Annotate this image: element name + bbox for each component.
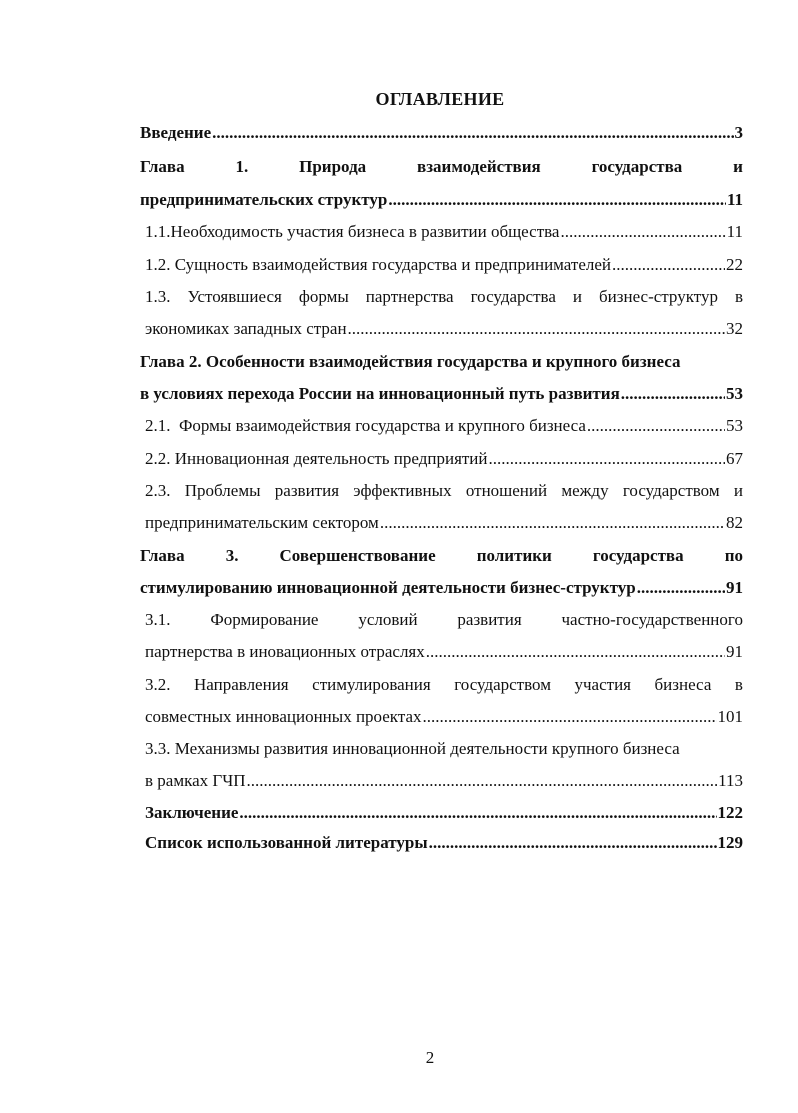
page-ref: 3 bbox=[734, 123, 743, 142]
toc-entry-section-3-2: 3.2. Направления стимулирования государством участия бизнеса в bbox=[145, 675, 743, 694]
dot-leader bbox=[212, 117, 733, 149]
page-ref: 91 bbox=[726, 578, 743, 597]
dot-leader bbox=[637, 572, 725, 604]
toc-entry-section-1-3-cont: экономиках западных стран ..... 32 bbox=[145, 313, 743, 345]
page-ref: 22 bbox=[726, 255, 743, 274]
toc-entry-section-3-3: 3.3. Механизмы развития инновационной деятельности крупного бизнеса bbox=[145, 739, 680, 758]
toc-entry-section-3-2-cont: совместных инновационных проектах ..... 101 bbox=[145, 701, 743, 733]
page-number: 2 bbox=[425, 1048, 435, 1067]
toc-entry-section-2-3-cont: предпринимательским сектором ..... 82 bbox=[145, 507, 743, 539]
toc-entry-section-2-2: 2.2. Инновационная деятельность предприятий ..... 67 bbox=[145, 443, 743, 475]
toc-entry-introduction: Введение ..... 3 bbox=[140, 117, 743, 149]
page-ref: 82 bbox=[726, 513, 743, 532]
toc-entry-chapter-2: Глава 2. Особенности взаимодействия государства и крупного бизнеса bbox=[140, 352, 681, 371]
toc-entry-references: Список использованной литературы ..... 129 bbox=[145, 827, 743, 859]
dot-leader bbox=[587, 410, 725, 442]
page-ref: 53 bbox=[726, 384, 743, 403]
toc-entry-section-3-3-cont: в рамках ГЧП ..... 113 bbox=[145, 765, 743, 797]
dot-leader bbox=[388, 184, 726, 216]
toc-entry-section-2-3: 2.3. Проблемы развития эффективных отношений между государством и bbox=[145, 481, 743, 500]
page-ref: 11 bbox=[726, 190, 743, 209]
dot-leader bbox=[426, 636, 725, 668]
toc-entry-chapter-1: Глава 1. Природа взаимодействия государства и bbox=[140, 157, 743, 176]
toc-entry-chapter-1-cont: предпринимательских структур ..... 11 bbox=[140, 184, 743, 216]
toc-entry-section-1-3: 1.3. Устоявшиеся формы партнерства государства и бизнес-структур в bbox=[145, 287, 743, 306]
page-ref: 11 bbox=[726, 222, 743, 241]
dot-leader bbox=[380, 507, 725, 539]
page-ref: 32 bbox=[726, 319, 743, 338]
toc-title: ОГЛАВЛЕНИЕ bbox=[375, 89, 505, 109]
dot-leader bbox=[239, 797, 716, 829]
page-ref: 53 bbox=[726, 416, 743, 435]
toc-entry-section-3-1-cont: партнерства в иновационных отраслях ..... 91 bbox=[145, 636, 743, 668]
toc-entry-section-1-2: 1.2. Сущность взаимодействия государства и предпринимателей ..... 22 bbox=[145, 249, 743, 281]
page-ref: 122 bbox=[717, 803, 743, 822]
toc-entry-chapter-3: Глава 3. Совершенствование политики государства по bbox=[140, 546, 743, 565]
dot-leader bbox=[429, 827, 717, 859]
dot-leader bbox=[348, 313, 725, 345]
page-ref: 129 bbox=[717, 833, 743, 852]
toc-entry-conclusion: Заключение ..... 122 bbox=[145, 797, 743, 829]
dot-leader bbox=[423, 701, 717, 733]
page-ref: 113 bbox=[718, 771, 743, 790]
toc-entry-chapter-2-cont: в условиях перехода России на инновационный путь развития ..... 53 bbox=[140, 378, 743, 410]
dot-leader bbox=[621, 378, 725, 410]
dot-leader bbox=[489, 443, 725, 475]
dot-leader bbox=[560, 216, 725, 248]
toc-entry-section-3-1: 3.1. Формирование условий развития частно-государственного bbox=[145, 610, 743, 629]
dot-leader bbox=[247, 765, 718, 797]
dot-leader bbox=[612, 249, 725, 281]
page-ref: 101 bbox=[717, 707, 743, 726]
toc-entry-section-1-1: 1.1.Необходимость участия бизнеса в развитии общества ..... 11 bbox=[145, 216, 743, 248]
toc-entry-chapter-3-cont: стимулированию инновационной деятельности бизнес-структур ..... 91 bbox=[140, 572, 743, 604]
toc-entry-section-2-1: 2.1. Формы взаимодействия государства и крупного бизнеса ..... 53 bbox=[145, 410, 743, 442]
page-ref: 67 bbox=[726, 449, 743, 468]
page-ref: 91 bbox=[726, 642, 743, 661]
